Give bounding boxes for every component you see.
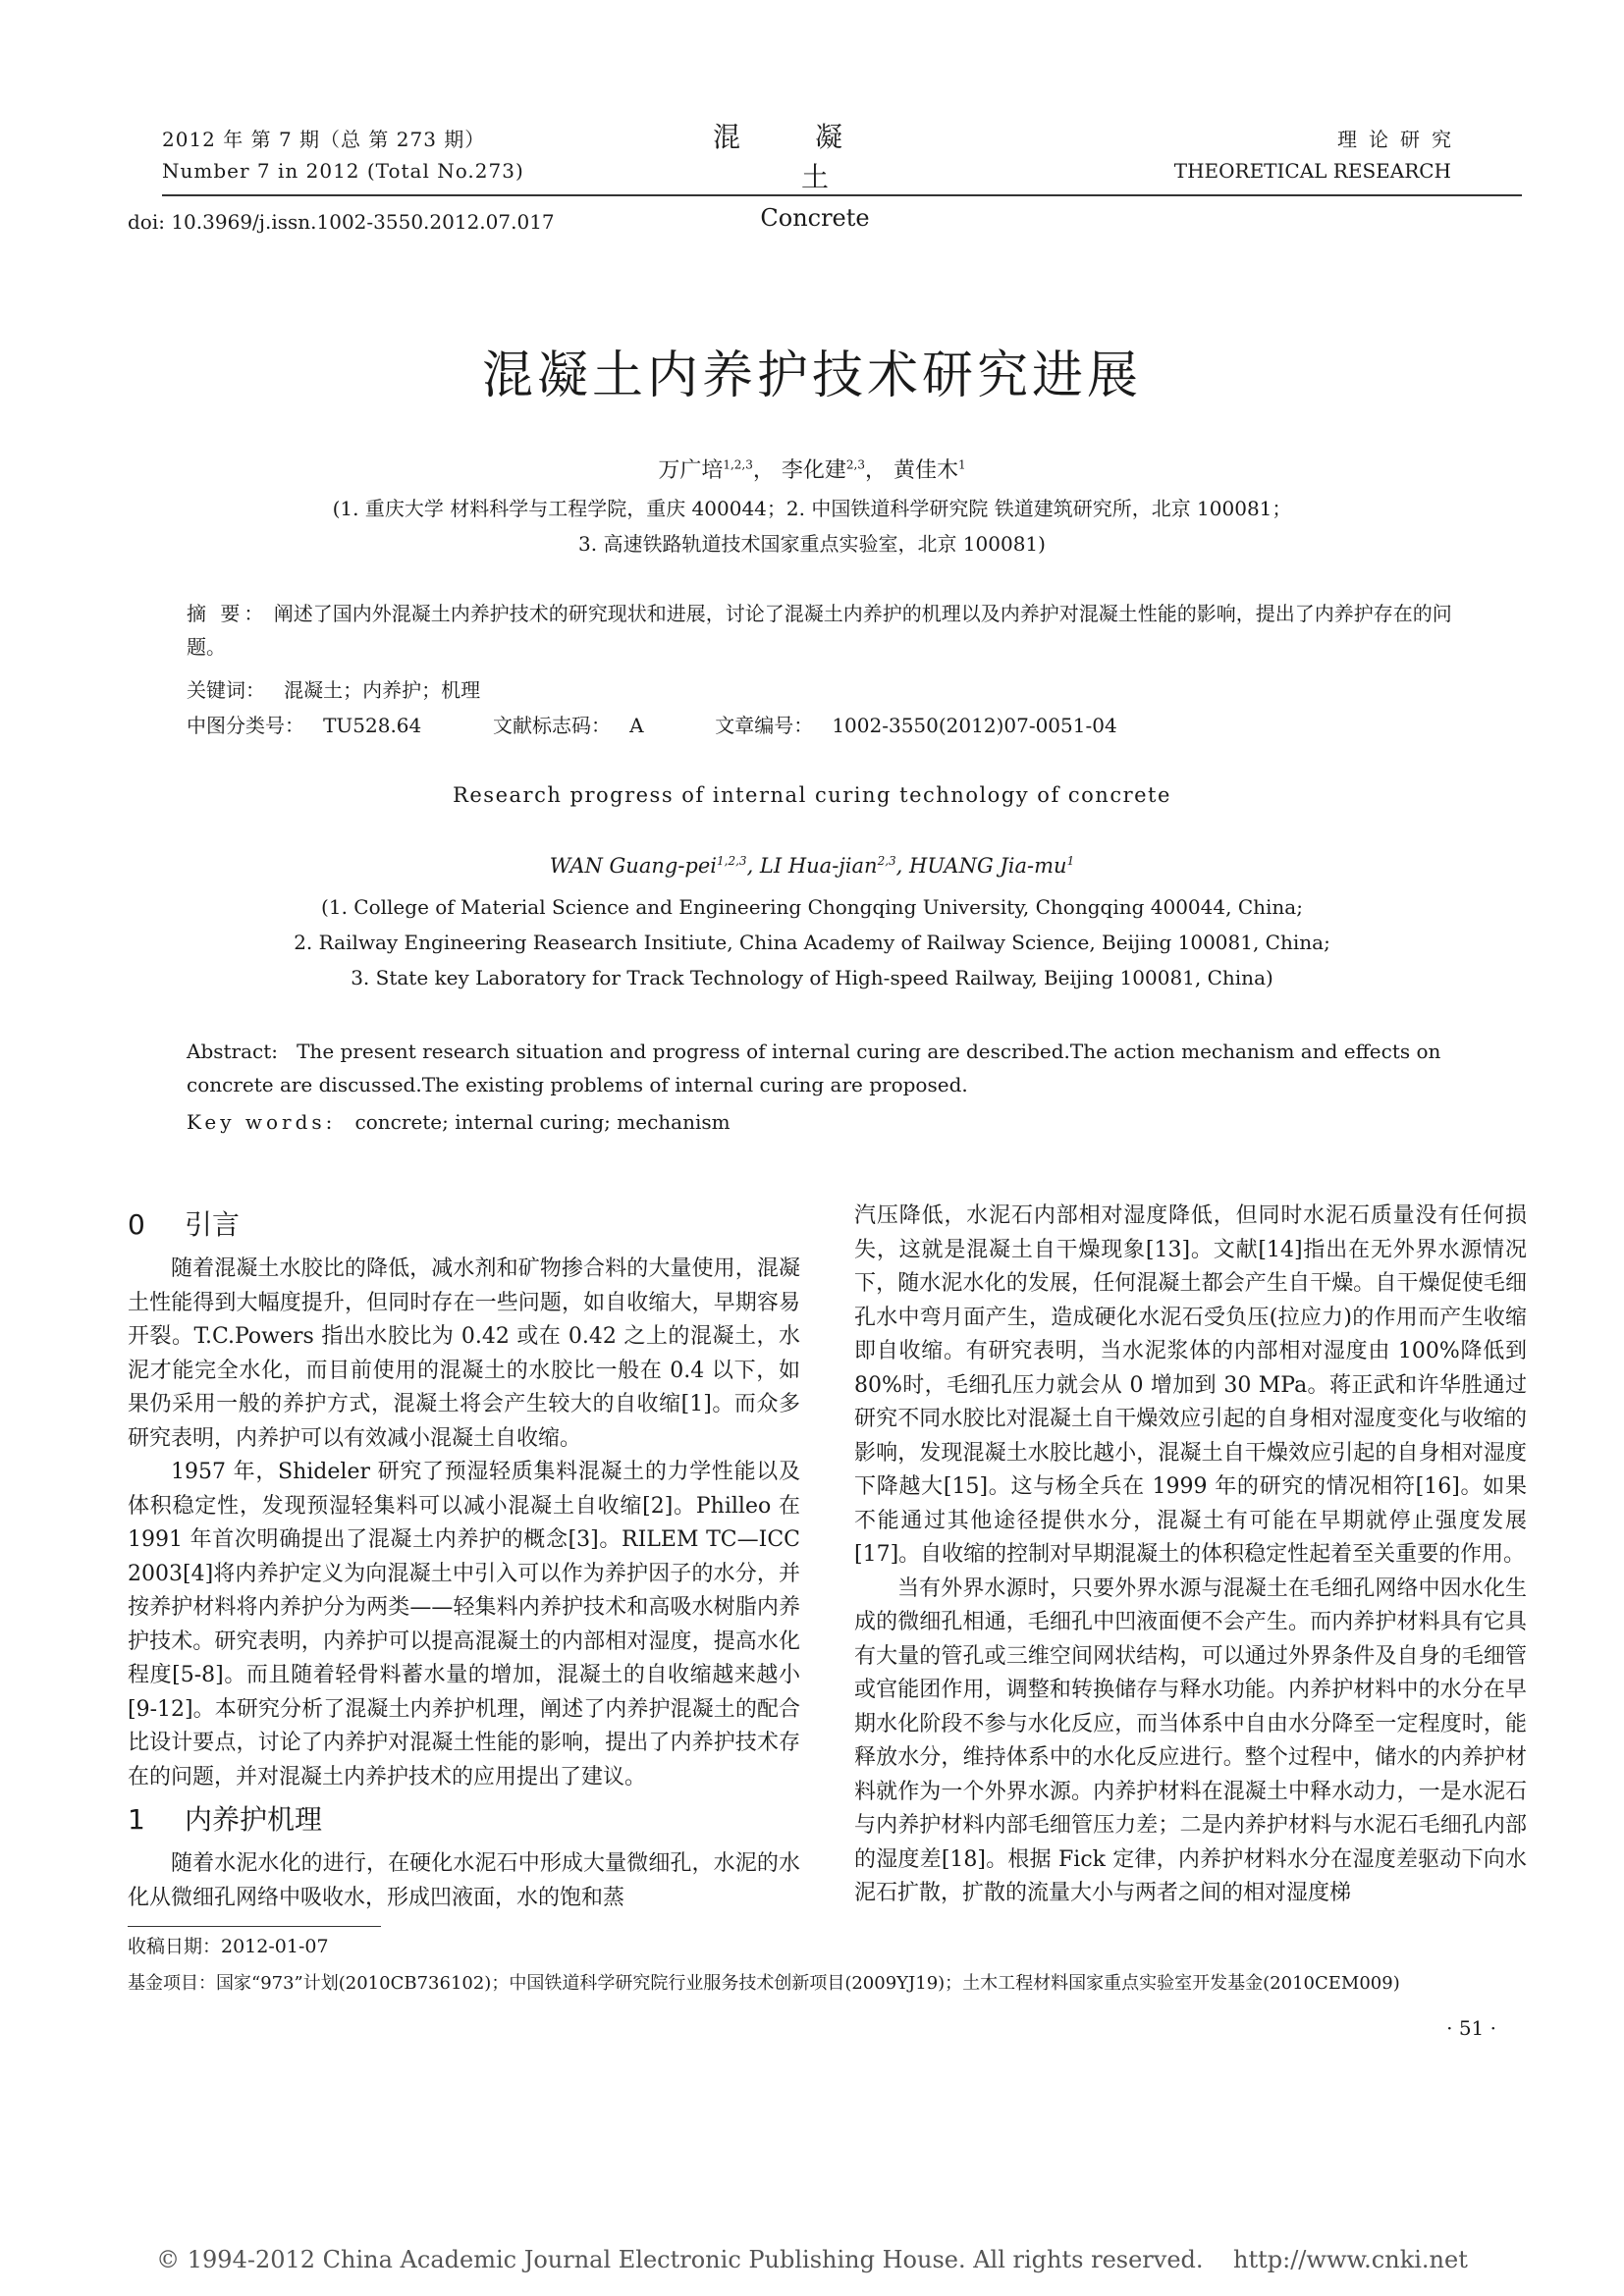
paragraph: 随着混凝土水胶比的降低，减水剂和矿物掺合料的大量使用，混凝土性能得到大幅度提升，但同时存在一些问题，如自收缩大，早期容易开裂。T.C.Powers 指出水胶比为 0.42 或在 0.42 之上的混凝土，水泥才能完全水化，而目前使用的混凝土的水胶比一般在 0.4 以下，如果仍采用一般的养护方式，混凝土将会产生较大的自收缩[1]。而众多研究表明，内养护可以有效减小混凝土自收缩。 xyxy=(128,1256,800,1451)
abstract-cn xyxy=(187,597,1473,664)
authors-en: WAN Guang-pei$^{1,2,3}$, LI Hua-jian$^{2,3}$, HUANG Jia-$mu^1$ xyxy=(549,854,1075,878)
issue-cn: 2012 年 第 7 期（总 第 273 期） xyxy=(162,128,486,151)
keywords-en-label: Key words: xyxy=(187,1110,337,1134)
abstract-en-label: Abstract: xyxy=(187,1040,279,1063)
clc-value: TU528.64 xyxy=(323,714,422,737)
abstract-en xyxy=(187,1035,1473,1101)
article-no-label: 文章编号： xyxy=(715,714,814,737)
journal-cn: 混凝土 xyxy=(712,121,917,193)
classification xyxy=(187,709,1473,742)
author-name-en: WAN Guang-pei xyxy=(549,854,718,878)
section-heading-mechanism xyxy=(128,1798,800,1842)
section-cn: 理论研究 xyxy=(1337,128,1463,151)
paragraph: 当有外界水源时，只要外界水源与混凝土在毛细孔网络中因水化生成的微细孔相通，毛细孔中凹液面便不会产生。而内养护材料具有它具有大量的管孔或三维空间网状结构，可以通过外界条件及自身的毛细管或官能团作用，调整和转换储存与释水功能。内养护材料中的水分在早期水化阶段不参与水化反应，而当体系中自由水分降至一定程度时，能释放水分，维持体系中的水化反应进行。整个过程中，储水的内养护材料就作为一个外界水源。内养护材料在混凝土中释水动力，一是水泥石与内养护材料内部毛细管压力差；二是内养护材料与水泥石毛细孔内部的湿度差[18]。根据 Fick 定律，内养护材料水分在湿度差驱动下向水泥石扩散，扩散的流量大小与两者之间的相对湿度梯 xyxy=(854,1575,1527,1905)
affiliation-cn-2: 3. 高速铁路轨道技术国家重点实验室，北京 100081) xyxy=(578,532,1046,556)
section-label xyxy=(1173,124,1463,187)
author-name-en: LI Hua-jian xyxy=(759,854,878,878)
abstract-cn-label: 摘 要： xyxy=(187,602,268,625)
author-name-en: HUANG Jia-mu xyxy=(909,854,1067,878)
author-sup: 2,3 xyxy=(845,457,865,472)
authors-cn: 万广培$^{1,2,3}$， 李化建$^{2,3}$， 黄佳木$^1$ xyxy=(658,457,966,483)
keywords-en-text: concrete; internal curing; mechanism xyxy=(354,1110,731,1134)
paragraph: 随着水泥水化的进行，在硬化水泥石中形成大量微细孔，水泥的水化从微细孔网络中吸收水，形成凹液面，水的饱和蒸 xyxy=(128,1851,800,1910)
paragraph: 1957 年，Shideler 研究了预湿轻质集料混凝土的力学性能以及体积稳定性，发现预湿轻集料可以减小混凝土自收缩[2]。Philleo 在 1991 年首次明确提出了混凝土内养护的概念[3]。RILEM TC—ICC 2003[4]将内养护定义为向混凝土中引入可以作为养护因子的水分，并按养护材料将内养护分为两类——轻集料内养护技术和高吸水树脂内养护技术。研究表明，内养护可以提高混凝土的内部相对湿度，提高水化程度[5-8]。而且随着轻骨料蓄水量的增加，混凝土的自收缩越来越小[9-12]。本研究分析了混凝土内养护机理，阐述了内养护混凝土的配合比设计要点，讨论了内养护对混凝土性能的影响，提出了内养护技术存在的问题，并对混凝土内养护技术的应用提出了建议。 xyxy=(128,1460,800,1789)
keywords-en xyxy=(187,1105,1473,1139)
left-column xyxy=(128,1200,800,1915)
affiliation-en-1: (1. College of Material Science and Engineering Chongqing University, Chongqing 400044, China; xyxy=(321,895,1303,919)
funding-note: 基金项目：国家“973”计划(2010CB736102)；中国铁道科学研究院行业服务技术创新项目(2009YJ19)；土木工程材料国家重点实验室开发基金(2010CEM009) xyxy=(128,1973,1400,1994)
doc-code-label: 文献标志码： xyxy=(492,714,611,737)
section-title: 引言 xyxy=(185,1208,241,1241)
issue-info xyxy=(162,124,524,187)
footnote-rule xyxy=(128,1926,381,1927)
keywords-cn-label: 关键词： xyxy=(187,678,265,702)
section-number: 1 xyxy=(128,1803,145,1836)
journal-name xyxy=(687,118,943,238)
right-column xyxy=(854,1200,1527,1911)
copyright-line: © 1994-2012 China Academic Journal Electronic Publishing House. All rights reserved. http://www.cnki.net xyxy=(156,2246,1468,2273)
section-title: 内养护机理 xyxy=(185,1803,323,1836)
author-sup: 1 xyxy=(958,457,966,472)
page-number: · 51 · xyxy=(1446,2016,1496,2040)
affiliation-cn-1: (1. 重庆大学 材料科学与工程学院，重庆 400044；2. 中国铁道科学研究院 铁道建筑研究所，北京 100081； xyxy=(332,497,1292,520)
author-name: 黄佳木 xyxy=(893,458,959,483)
journal-en: Concrete xyxy=(760,204,870,232)
author-name: 李化建 xyxy=(781,458,846,483)
abstract-cn-text: 阐述了国内外混凝土内养护技术的研究现状和进展，讨论了混凝土内养护的机理以及内养护对混凝土性能的影响，提出了内养护存在的问题。 xyxy=(187,602,1452,659)
keywords-cn xyxy=(187,673,1473,707)
clc-label: 中图分类号： xyxy=(187,714,304,737)
article-no-value: 1002-3550(2012)07-0051-04 xyxy=(832,714,1117,737)
author-sup: 1,2,3 xyxy=(717,854,747,868)
affiliation-en-3: 3. State key Laboratory for Track Technology of High-speed Railway, Beijing 100081, China) xyxy=(351,966,1273,989)
doi[interactable]: doi: 10.3969/j.issn.1002-3550.2012.07.017 xyxy=(128,210,555,234)
paragraph: 汽压降低，水泥石内部相对湿度降低，但同时水泥石质量没有任何损失，这就是混凝土自干燥现象[13]。文献[14]指出在无外界水源情况下，随水泥水化的发展，任何混凝土都会产生自干燥。自干燥促使毛细孔水中弯月面产生，造成硬化水泥石受负压(拉应力)的作用而产生收缩即自收缩。有研究表明，当水泥浆体的内部相对湿度由 100%降低到 80%时，毛细孔压力就会从 0 增加到 30 MPa。蒋正武和许华胜通过研究不同水胶比对混凝土自干燥效应引起的自身相对湿度变化与收缩的影响，发现混凝土水胶比越小，混凝土自干燥效应引起的自身相对湿度下降越大[15]。这与杨全兵在 1999 年的研究的情况相符[16]。如果不能通过其他途径提供水分，混凝土有可能在早期就停止强度发展[17]。自收缩的控制对早期混凝土的体积稳定性起着至关重要的作用。 xyxy=(854,1203,1527,1567)
paper-title: 混凝土内养护技术研究进展 xyxy=(481,347,1142,405)
author-sup: 1,2,3 xyxy=(723,457,753,472)
section-en: THEORETICAL RESEARCH xyxy=(1173,159,1451,183)
keywords-cn-text: 混凝土；内养护；机理 xyxy=(284,678,481,702)
author-sup: 2,3 xyxy=(877,854,896,868)
header-rule xyxy=(162,194,1522,196)
title-en: Research progress of internal curing technology of concrete xyxy=(453,783,1171,807)
abstract-en-text: The present research situation and progress of internal curing are described.The action mechanism and effects on concrete are discussed.The existing problems of internal curing are proposed. xyxy=(187,1040,1441,1096)
affiliation-en-2: 2. Railway Engineering Reasearch Insitiute, China Academy of Railway Science, Beijing 100081, China; xyxy=(294,931,1330,954)
received-date: 收稿日期：2012-01-07 xyxy=(128,1936,329,1957)
issue-en: Number 7 in 2012 (Total No.273) xyxy=(162,159,524,183)
author-sup: 1 xyxy=(1066,854,1075,868)
author-name: 万广培 xyxy=(658,458,724,483)
section-heading-intro xyxy=(128,1203,800,1247)
section-number: 0 xyxy=(128,1208,145,1241)
doc-code-value: A xyxy=(629,714,644,737)
